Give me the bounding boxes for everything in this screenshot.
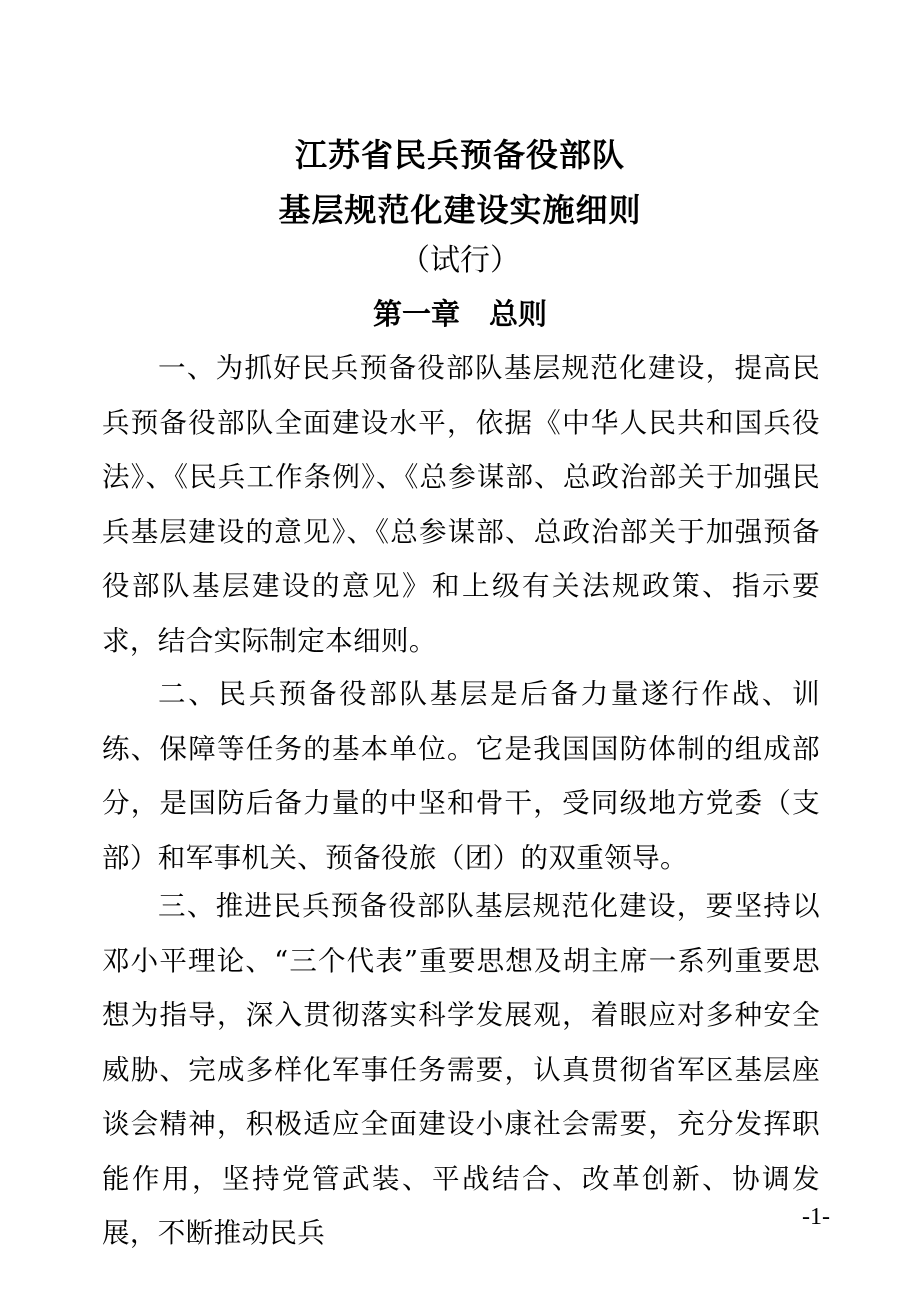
page-number: -1- xyxy=(802,1204,830,1230)
document-subtitle: （试行） xyxy=(400,243,520,278)
document-title-line1: 江苏省民兵预备役部队 xyxy=(294,136,625,174)
paragraph-1: 一、为抓好民兵预备役部队基层规范化建设，提高民兵预备役部队全面建设水平，依据《中华人民共和国兵役法》、《民兵工作条例》、《总参谋部、总政治部关于加强民兵基层建设的意见》、《总参谋部、总政治部关于加强预备役部队基层建设的意见》和上级有关法规政策、指示要求，结合实际制定本细则。 xyxy=(102,352,820,657)
paragraph-3: 三、推进民兵预备役部队基层规范化建设，要坚持以邓小平理论、“三个代表”重要思想及胡主席一系列重要思想为指导，深入贯彻落实科学发展观，着眼应对多种安全威胁、完成多样化军事任务需要，认真贯彻省军区基层座谈会精神，积极适应全面建设小康社会需要，充分发挥职能作用，坚持党管武装、平战结合、改革创新、协调发展，不断推动民兵 xyxy=(102,890,820,1249)
document-title-line2: 基层规范化建设实施细则 xyxy=(278,191,642,229)
chapter-heading: 第一章 总则 xyxy=(372,297,547,331)
paragraph-2: 二、民兵预备役部队基层是后备力量遂行作战、训练、保障等任务的基本单位。它是我国国防体制的组成部分，是国防后备力量的中坚和骨干，受同级地方党委（支部）和军事机关、预备役旅（团）的双重领导。 xyxy=(102,678,820,874)
